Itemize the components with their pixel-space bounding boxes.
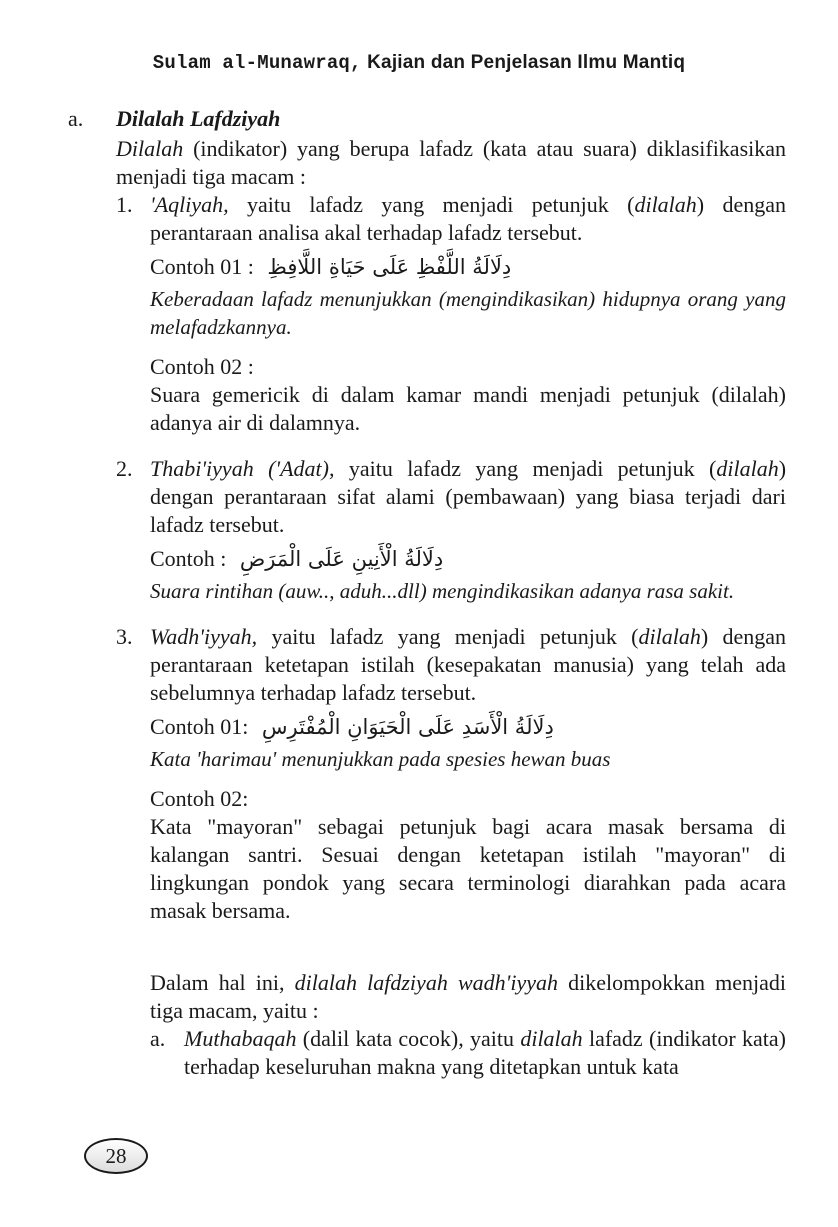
intro-term: Dilalah [116,136,184,161]
item-text-b: ) dengan perantaraan analisa akal terhadap lafadz tersebut. [150,192,787,245]
list-item-thabiiyyah [116,455,787,605]
sub-term: Muthabaqah [184,1026,297,1051]
item-definition [150,191,786,247]
example-label: Contoh 01 : [150,254,254,279]
item-text-b: ) dengan perantaraan sifat alami (pembawaan) yang biasa terjadi dari lafadz tersebut. [150,456,787,537]
item-number: 1. [116,192,133,217]
item-number: 2. [116,456,133,481]
item-text-term: dilalah [634,192,697,217]
item-text-term: dilalah [716,456,779,481]
item-text-term: dilalah [638,624,701,649]
page-number-badge [84,1138,148,1174]
example-arabic: دِلَالَةُ الْأَسَدِ عَلَى الْحَيَوَانِ الْمُفْتَرِسِ [261,715,554,739]
section-intro [116,135,786,191]
example-label: Contoh : [150,546,227,571]
sub-item-text [184,1025,786,1081]
example-2-text: Suara gemericik di dalam kamar mandi menjadi petunjuk (dilalah) adanya air di dalamnya. [150,382,786,435]
page-content [68,105,786,1081]
example-caption: Keberadaan lafadz menunjukkan (mengindikasikan) hidupnya orang yang melafadzkannya. [150,287,786,339]
example-caption: Kata 'harimau' menunjukkan pada spesies hewan buas [150,747,611,771]
example-caption: Suara rintihan (auw.., aduh...dll) mengindikasikan adanya rasa sakit. [150,579,735,603]
example-1 [150,253,786,281]
section-heading [68,105,786,133]
closing-paragraph [150,969,786,1025]
section-marker: a. [68,106,84,131]
closing-term: dilalah lafdziyah wadh'iyyah [294,970,558,995]
page-number: 28 [105,1143,127,1168]
example-2-text: Kata "mayoran" sebagai petunjuk bagi acara masak bersama di kalangan santri. Sesuai dengan ketetapan istilah "mayoran" di lingkungan pondok yang secara terminologi diarahkan pada acara masak bersama. [150,814,786,923]
section-title: Dilalah Lafdziyah [116,106,281,131]
header-title-part2: Kajian dan Penjelasan Ilmu Mantiq [367,52,686,73]
list-item-aqliyah [116,191,787,437]
item-text-b: ) dengan perantaraan ketetapan istilah (kesepakatan manusia) yang telah ada sebelumnya terhadap lafadz tersebut. [150,624,786,705]
intro-text: (indikator) yang berupa lafadz (kata atau suara) diklasifikasikan menjadi tiga macam : [116,136,787,189]
item-text-a: yaitu lafadz yang menjadi petunjuk ( [348,456,717,481]
item-definition [150,623,786,707]
list-item-wadhiyyah [116,623,787,1081]
item-term: Wadh'iyyah, [150,624,258,649]
sub-text-b: lafadz (indikator kata) terhadap keseluruhan makna yang ditetapkan untuk kata [184,1026,787,1079]
example-label: Contoh 01: [150,714,249,739]
item-term-2: ('Adat), [268,456,335,481]
example-2-label: Contoh 02 : [150,354,254,379]
item-number: 3. [116,624,133,649]
example-arabic: دِلَالَةُ الْأَنِينِ عَلَى الْمَرَضِ [239,547,444,571]
example-2-label: Contoh 02: [150,786,249,811]
sub-list-item-muthabaqah [150,1025,787,1081]
example-1 [150,713,786,741]
item-text-a: yaitu lafadz yang menjadi petunjuk ( [247,192,635,217]
header-title-part1: Sulam al-Munawraq, [152,52,362,74]
example-arabic: دِلَالَةُ اللَّفْظِ عَلَى حَيَاةِ اللَّافِظِ [267,255,512,279]
running-header [0,52,838,74]
item-term: Thabi'iyyah [150,456,254,481]
item-text-a: yaitu lafadz yang menjadi petunjuk ( [271,624,639,649]
item-term: 'Aqliyah, [150,192,229,217]
item-definition [150,455,786,539]
sub-term-2: dilalah [520,1026,583,1051]
example-1 [150,545,786,573]
sub-item-marker: a. [150,1026,166,1051]
sub-text-a: (dalil kata cocok), yaitu [302,1026,515,1051]
closing-text-b: dikelompokkan menjadi tiga macam, yaitu : [150,970,786,1023]
closing-text-a: Dalam hal ini, [150,970,285,995]
